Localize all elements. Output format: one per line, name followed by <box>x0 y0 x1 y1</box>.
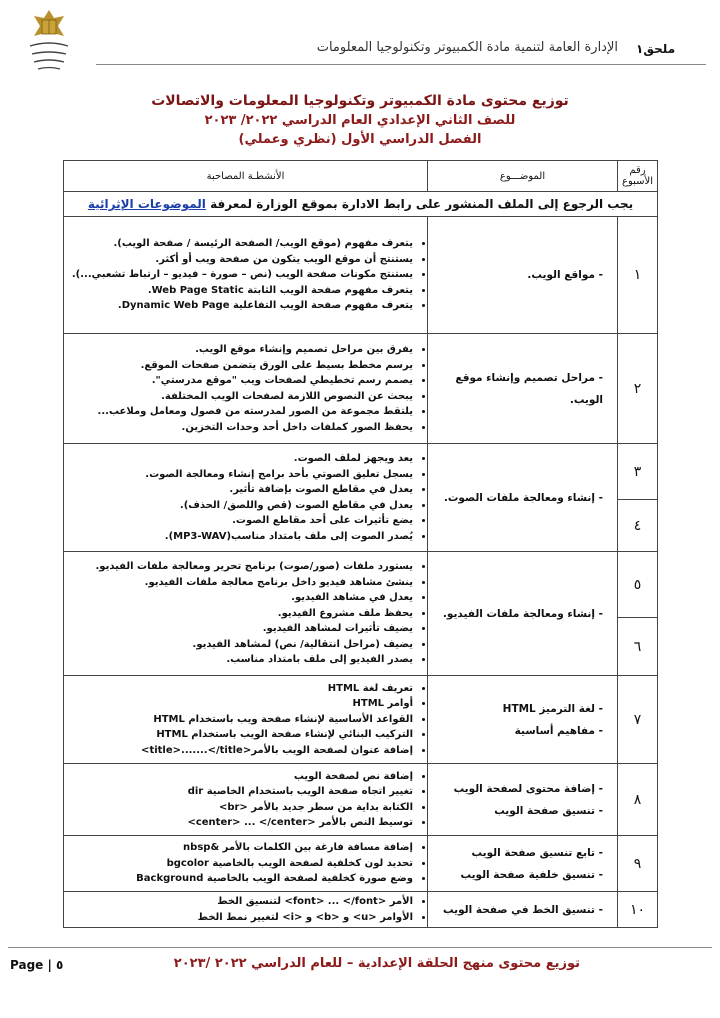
appendix-label: ملحق١ <box>636 42 676 56</box>
activity-item: • يحفظ الصور كملفات داخل أحد وحدات التخزين. <box>68 420 413 436</box>
activity-item: • يعدل في مقاطع الصوت بإضافة تأثير. <box>68 482 413 498</box>
topic-cell <box>428 836 618 892</box>
week-number: ٧ <box>618 676 658 764</box>
topic-item: - مفاهيم أساسية <box>428 720 603 742</box>
activity-item: • يستورد ملفات (صور/صوت) برنامج تحرير ومعالجة ملفات الفيديو. <box>68 559 413 575</box>
activity-item: • توسيط النص بالأمر <center> ... </center> <box>68 815 413 831</box>
activity-item: • يضيف تأثيرات لمشاهد الفيديو. <box>68 621 413 637</box>
activities-cell <box>64 892 428 928</box>
topic-cell <box>428 334 618 444</box>
topic-item: - إنشاء ومعالجة ملفات الصوت. <box>428 487 603 509</box>
table-row <box>64 444 658 500</box>
activity-item: • يعدل في مقاطع الصوت (قص واللصق/ الحذف). <box>68 498 413 514</box>
topic-item: - تابع تنسيق صفحة الويب <box>428 842 603 864</box>
table-row <box>64 334 658 444</box>
week-number: ٥ <box>618 552 658 618</box>
table-row <box>64 892 658 928</box>
topic-cell <box>428 892 618 928</box>
topic-cell <box>428 217 618 334</box>
activity-item: • يضيف (مراحل انتقالية/ نص) لمشاهد الفيديو. <box>68 637 413 653</box>
activities-cell <box>64 764 428 836</box>
week-number: ٢ <box>618 334 658 444</box>
activity-item: • يستنتج أن موقع الويب يتكون من صفحة ويب أو أكثر. <box>68 252 413 268</box>
topic-item: - تنسيق خلفية صفحة الويب <box>428 864 603 886</box>
title-line-1: توزيع محتوى مادة الكمبيوتر وتكنولوجيا المعلومات والاتصالات <box>151 93 569 109</box>
enrichment-topics-link[interactable]: الموضوعات الإثرائية <box>87 197 206 211</box>
ministry-logo-icon <box>24 6 74 74</box>
activity-item: • إضافة نص لصفحة الويب <box>68 769 413 785</box>
table-header-row <box>64 161 658 192</box>
topic-item: - إنشاء ومعالجة ملفات الفيديو. <box>428 603 603 625</box>
topic-item: - مراحل تصميم وإنشاء موقع الويب. <box>428 367 603 411</box>
header-week: رقم الأسبوع <box>618 161 658 192</box>
activity-item: • يتعرف مفهوم صفحة الويب التفاعلية Dynamic Web Page. <box>68 298 413 314</box>
week-number: ١٠ <box>618 892 658 928</box>
curriculum-table <box>63 160 658 928</box>
activity-item: • تعريف لغة HTML <box>68 681 413 697</box>
topic-cell <box>428 676 618 764</box>
week-number: ٣ <box>618 444 658 500</box>
activities-cell <box>64 836 428 892</box>
header-topic: الموضـــوع <box>428 161 618 192</box>
page-number: Page | ٥ <box>10 958 64 972</box>
header-divider <box>96 64 706 65</box>
activity-item: • أوامر HTML <box>68 696 413 712</box>
topic-item: - تنسيق صفحة الويب <box>428 800 603 822</box>
title-line-2: للصف الثاني الإعدادي العام الدراسي ٢٠٢٢/ ٢٠٢٣ <box>204 113 516 128</box>
activity-item: • الأوامر <u> و <b> و <i> لتغيير نمط الخط <box>68 910 413 926</box>
week-number: ٩ <box>618 836 658 892</box>
table-row <box>64 552 658 618</box>
week-number: ٨ <box>618 764 658 836</box>
activity-item: • إضافة مسافة فارغة بين الكلمات بالأمر &nbsp <box>68 840 413 856</box>
week-number: ٦ <box>618 618 658 676</box>
notice-row <box>64 192 658 217</box>
topic-item: - تنسيق الخط في صفحة الويب <box>428 899 603 921</box>
table-row <box>64 676 658 764</box>
activity-item: • الكتابة بداية من سطر جديد بالأمر <br> <box>68 800 413 816</box>
activity-item: • إضافة عنوان لصفحة الويب بالأمر<title>.......</title> <box>68 743 413 759</box>
activity-item: • الأمر <font> ... </font> لتنسيق الخط <box>68 894 413 910</box>
activity-item: • القواعد الأساسية لإنشاء صفحة ويب باستخدام HTML <box>68 712 413 728</box>
week-number: ٤ <box>618 500 658 552</box>
activity-item: • يستنتج مكونات صفحة الويب (نص – صورة – فيديو – ارتباط تشعبي...). <box>68 267 413 283</box>
activity-item: • يصدر الفيديو إلى ملف بامتداد مناسب. <box>68 652 413 668</box>
footer-divider <box>8 947 712 948</box>
department-name: الإدارة العامة لتنمية مادة الكمبيوتر وتكنولوجيا المعلومات <box>316 40 618 55</box>
footer-title: توزيع محتوى منهج الحلقة الإعدادية – للعام الدراسي ٢٠٢٢ /٢٠٢٣ <box>173 956 580 971</box>
activity-item: • يلتقط مجموعة من الصور لمدرسته من فصول ومعامل وملاعب... <box>68 404 413 420</box>
title-line-3: الفصل الدراسي الأول (نظري وعملي) <box>238 132 482 147</box>
notice-cell <box>64 192 658 217</box>
table-row <box>64 836 658 892</box>
topic-item: - لغة الترميز HTML <box>428 698 603 720</box>
activity-item: • يُصدر الصوت إلى ملف بامتداد مناسب(MP3-WAV). <box>68 529 413 545</box>
activity-item: • التركيب البنائي لإنشاء صفحة الويب باستخدام HTML <box>68 727 413 743</box>
activity-item: • يعدل في مشاهد الفيديو. <box>68 590 413 606</box>
activity-item: • وضع صورة كخلفية لصفحة الويب بالخاصية Background <box>68 871 413 887</box>
activity-item: • يضع تأثيرات على أحد مقاطع الصوت. <box>68 513 413 529</box>
topic-cell <box>428 444 618 552</box>
table-row <box>64 217 658 334</box>
header-activities: الأنشطـة المصاحبة <box>64 161 428 192</box>
week-number: ١ <box>618 217 658 334</box>
activity-item: • تغيير اتجاه صفحة الويب باستخدام الخاصية dir <box>68 784 413 800</box>
activity-item: • يسجل تعليق الصوتي بأحد برامج إنشاء ومعالجة الصوت. <box>68 467 413 483</box>
activities-cell <box>64 217 428 334</box>
activity-item: • يحفظ ملف مشروع الفيديو. <box>68 606 413 622</box>
activities-cell <box>64 676 428 764</box>
notice-text: يجب الرجوع إلى الملف المنشور على رابط الادارة بموقع الوزارة لمعرفة <box>210 197 634 211</box>
table-row <box>64 764 658 836</box>
activity-item: • يتعرف مفهوم صفحة الويب الثابتة Web Page Static. <box>68 283 413 299</box>
page-header <box>0 0 720 78</box>
activity-item: • يتعرف مفهوم (موقع الويب/ الصفحة الرئيسة / صفحة الويب). <box>68 236 413 252</box>
activity-item: • يرسم مخطط بسيط على الورق يتضمن صفحات الموقع. <box>68 358 413 374</box>
activity-item: • تحديد لون كخلفية لصفحة الويب بالخاصية bgcolor <box>68 856 413 872</box>
activity-item: • ينشئ مشاهد فيديو داخل برنامج معالجة ملفات الفيديو. <box>68 575 413 591</box>
activity-item: • يعد ويجهز لملف الصوت. <box>68 451 413 467</box>
activity-item: • يفرق بين مراحل تصميم وإنشاء موقع الويب. <box>68 342 413 358</box>
activity-item: • يصمم رسم تخطيطي لصفحات ويب "موقع مدرستي". <box>68 373 413 389</box>
topic-item: - إضافة محتوى لصفحة الويب <box>428 778 603 800</box>
activity-item: • يبحث عن النصوص اللازمة لصفحات الويب المختلفة. <box>68 389 413 405</box>
activities-cell <box>64 334 428 444</box>
activities-cell <box>64 552 428 676</box>
topic-item: - مواقع الويب. <box>428 264 603 286</box>
topic-cell <box>428 552 618 676</box>
document-titles <box>0 92 720 149</box>
topic-cell <box>428 764 618 836</box>
activities-cell <box>64 444 428 552</box>
